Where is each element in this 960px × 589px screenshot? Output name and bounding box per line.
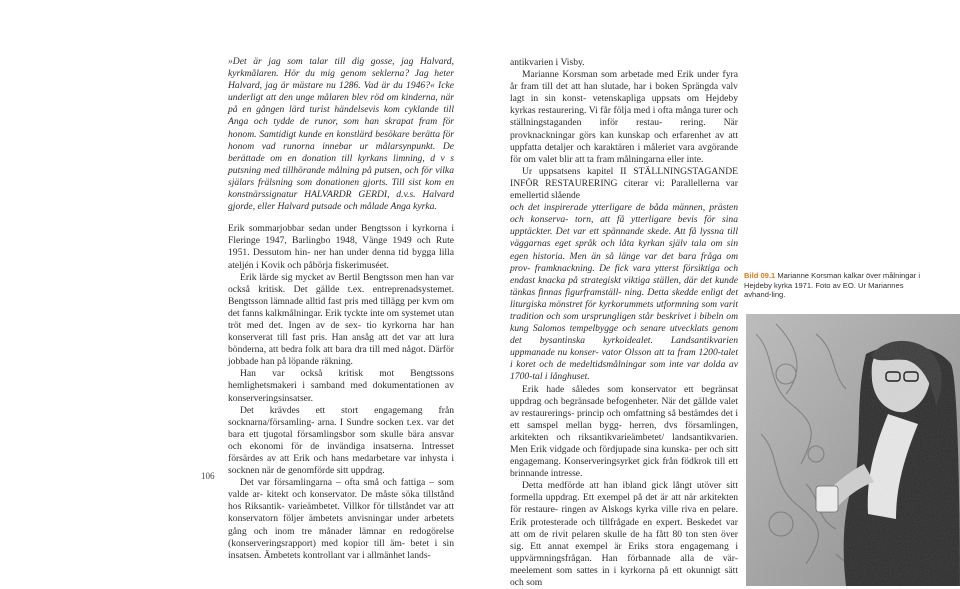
text-line: och målade Anga kyrka. xyxy=(343,201,437,213)
right-text-column xyxy=(510,57,738,589)
text-line: skede. Att få lyssna till väggarnas eget språk och låta kyrkan själv tala xyxy=(510,226,738,250)
italic-quote-block xyxy=(228,56,454,213)
text-line: kritisk. Det gällde t.ex. entreprenadsystemet. Bengtsson lämnade xyxy=(228,283,454,307)
text-line: Erik lärde sig mycket av Bertil Bengtsson men han var också xyxy=(228,271,454,295)
text-line: du mig genom seklerna? Jag heter Halvard, jag är mästare nu 1286. xyxy=(228,68,454,92)
text-line: till det att han slutade, har i boken Sprängda valv lagt in sin konst- xyxy=(510,81,738,105)
body-paragraph xyxy=(228,272,454,369)
text-line: Intresset försärdes av att Erik och hans medarbetare var xyxy=(228,440,454,464)
text-line: ämbetets anvisningar under arbetets gång och inom tre månader xyxy=(228,513,454,537)
text-line: herren, dvs församlingen, arkitekten och riksantikvarieämbetet/ xyxy=(510,419,738,443)
text-line: RESTAURERING citerar vi: Parallellerna var emellertid slående xyxy=(510,177,738,202)
body-paragraph xyxy=(510,69,738,166)
body-paragraph xyxy=(510,384,738,481)
text-line: betet i sin insatsen. Ämbetets kontrollant var i allmänhet lands- xyxy=(228,537,454,561)
text-line: bysantinska kyrkoidealet. Landsantikvarien uppmanade nu konser- xyxy=(510,335,738,359)
text-line: tio kyrkorna har han konserverat till fast pris. Han ansåg att det xyxy=(228,319,454,344)
photo-caption xyxy=(744,271,930,300)
text-line: ringen av Alskogs kyrka ville riva en pelare. Erik protesterade och xyxy=(510,504,738,528)
text-line: Ur uppsatsens kapitel II STÄLLNINGSTAGANDE INFÖR xyxy=(510,165,738,189)
text-line: Erik tyckte inte om systemet utan tröt med det. Ingen av de sex- xyxy=(228,307,454,331)
text-line: fiskerimuséet. xyxy=(334,259,389,271)
caption-text: Marianne Korsman kalkar över målningar i Hejdeby kyrka 1971. Foto av EO. Ur Mariannes avhand-ling. xyxy=(744,271,921,300)
text-line: tillfrågade en expert. Beskedet var att om de rivit pelaren skulle xyxy=(510,516,739,540)
text-line: Erik sommarjobbar sedan under Bengtsson i kyrkorna i Fleringe xyxy=(228,223,454,247)
italic-quote-paragraph xyxy=(228,56,454,213)
text-line: Han var också kritisk mot Bengtssons hemlighetsmakeri i xyxy=(228,368,454,392)
text-line: engagemang i uppvärmningsfrågan. Han förbannade alla de vär- xyxy=(510,540,738,564)
body-paragraph xyxy=(510,57,738,69)
text-line: vetenskapliga uppsats om Hejdeby kyrkas restaurering. Vi får xyxy=(510,93,738,117)
text-line: HALVARDR GERDI, d.v.s. Halvard gjorde, eller Halvard putsade xyxy=(228,189,454,213)
photo-illustration xyxy=(746,314,960,586)
text-line: utformning som varit tradition och som ursprungligen står beskrivet i xyxy=(510,298,738,322)
page-number: 106 xyxy=(201,471,215,481)
body-paragraph xyxy=(228,477,454,562)
right-page xyxy=(488,0,960,589)
text-line: till ett brinnande intresse. xyxy=(510,456,738,480)
text-line: om valet blir att ta fram målningarna eller inte. xyxy=(523,153,704,165)
body-paragraph xyxy=(510,480,738,589)
text-line: ner han under denna tid bygga lilla ateljén i Kovik och påbörja xyxy=(228,247,454,271)
text-line: kunde en konstlärd besökare berätta för honom vad runorna innebar xyxy=(228,128,454,152)
photo-marianne-korsman xyxy=(746,314,960,586)
left-body-text xyxy=(228,223,454,562)
body-paragraph xyxy=(510,166,738,202)
text-line: bibeln om kung Salomos tempelbygge och senare utvecklats genom det xyxy=(510,310,739,347)
text-line: »Det är jag som talar till dig gosse, jag Halvard, kyrkmålaren. Hör xyxy=(228,56,454,80)
text-line: framknackning. De fick vara ytterst försiktiga och endast knacka på xyxy=(510,262,738,286)
text-line: Erik hade således som konservator ett begränsat uppdrag och xyxy=(510,383,738,407)
text-line: per och sitt engagemang. Konserveringsyrket gick från födkrok xyxy=(510,444,738,468)
text-line: samband med dokumentationen av konserveringsinsatser. xyxy=(228,380,454,404)
text-line: de ha fått 80 ton sten över sig. Ett annat exempel är Eriks stora xyxy=(510,528,739,552)
text-line: 1947, Barlingbo 1948, Vänge 1949 och Rute 1951. Dessutom hin- xyxy=(228,235,454,259)
text-line: Anga och tydde de runor, som han skrapat fram för honom. Samtidigt xyxy=(228,116,454,140)
body-paragraph xyxy=(228,405,454,478)
caption-label: Bild 09.1 xyxy=(744,271,776,280)
italic-quote-paragraph xyxy=(510,202,738,383)
text-line: följa med i ofta många turer och ställningstaganden inför restau- xyxy=(510,105,739,129)
body-paragraph xyxy=(228,368,454,404)
text-line: lämnar en redogörelse (konserveringsrapport) med kopior till äm- xyxy=(228,525,454,549)
text-line: Vad är du 1946?« Icke underligt att den unge målaren blev röd om xyxy=(228,80,454,104)
body-paragraph xyxy=(228,223,454,271)
text-line: kinderna, när på en gången lärd turist händelsevis kom cyklande till xyxy=(228,92,454,116)
text-line: landsantikvarien. Men Erik vidgade och fördjupade sina kunska- xyxy=(510,431,738,455)
text-line: Det var församlingarna – ofta små och fattiga – som valde ar- xyxy=(228,477,454,501)
text-line: frälsning som donationen gjorts. Till sist kom en konstnärssignatur xyxy=(228,176,455,201)
text-line: inhysta i socknen när de genomförde sitt uppdrag. xyxy=(228,453,455,477)
text-line: strategiskt viktiga ställen, där det kunde tänkas finnas figurframställ- xyxy=(510,274,739,298)
text-line: torn, att få ytterligare bevis för sina upptäckter. Det var ett spännande xyxy=(510,214,738,238)
text-line: Det krävdes ett stort engagemang från socknarna/församling- xyxy=(228,404,454,428)
text-line: Marianne Korsman som arbetade med Erik under fyra år fram xyxy=(510,69,738,93)
text-line: antikvarien i Visby. xyxy=(510,57,585,68)
text-line: rering. När provknackningar görs kan kunskap och erfarenhet av xyxy=(510,117,739,141)
text-line: kitekt och konservator. De måste söka tillstånd hos Riksantik- xyxy=(228,489,454,513)
text-line: begränsade befogenheter. När det gällde valet av restaurerings- xyxy=(510,395,738,419)
text-line: och det inspirerade ytterligare de båda männen, prästen och konserva- xyxy=(510,202,738,226)
left-text-column xyxy=(228,56,454,562)
text-line: att uppfatta detaljer och karaktären i måleriet vara avgörande för xyxy=(510,129,738,165)
text-line: d v s putsning med tillhörande målning på putsen, och för vilka själars xyxy=(228,152,454,188)
text-line: arna. I Sundre socken t.ex. var det bara ett tjugotal församlingsbor xyxy=(228,416,454,440)
text-line: var att lura bönderna, att bedra folk att bara dra till med något. xyxy=(228,332,454,356)
text-line: ning. Detta skedde enligt det liturgiska mönstret för kyrkorummets xyxy=(510,286,738,310)
text-line: alltid fast pris med tillägg per kvm om det fanns kalkmålningar. xyxy=(228,295,454,319)
text-line: varieämbetet. Villkor för tillståndet var att konservatorn följer xyxy=(228,501,454,525)
text-line: meelement som sattes in i kyrkorna på ett okunnigt sätt och som xyxy=(510,564,738,589)
text-line: uppdrag. Ett exempel på det är att när arkitekten för restaure- xyxy=(510,492,739,516)
text-line: om sin egen historia. Men än så länge var det bara fråga om prov- xyxy=(510,238,738,274)
text-line: vator Olsson att ta fram 1200-talet i koret och de medeltidsmålningar xyxy=(510,347,738,371)
text-line: Därför jobbade han på löpande räkning. xyxy=(228,344,454,368)
text-line: som inte var dolda av 1700-tal i långhuset. xyxy=(510,359,738,383)
text-line: som skulle bära ansvar och ekonomi för de invändiga insatserna. xyxy=(228,428,454,452)
text-line: ur målarsynpunkt. De berättade om en donation till kyrkans limning, xyxy=(228,140,455,164)
text-line: Detta medförde att han ibland gick långt utöver sitt formella xyxy=(510,480,738,504)
text-line: princip och omfattning så bestämdes det i ett samspel mellan bygg- xyxy=(510,407,738,431)
